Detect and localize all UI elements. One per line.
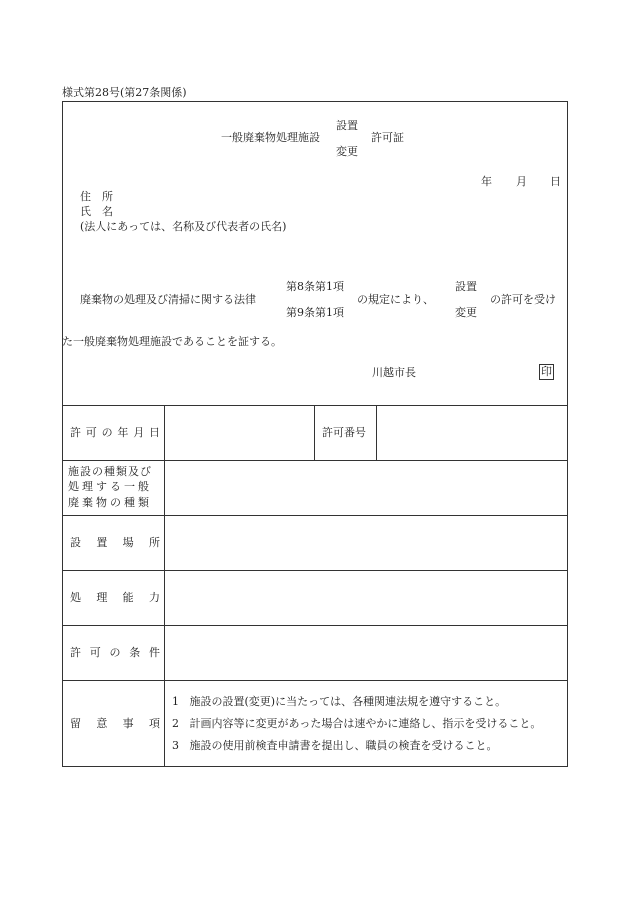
label-char: 留 — [70, 717, 81, 730]
table-top-line — [62, 405, 568, 406]
note-number: 2 — [172, 717, 179, 730]
label-char: 能 — [122, 591, 134, 604]
label-char: 年 — [117, 426, 129, 439]
label-char: 件 — [149, 646, 160, 659]
facility-type-label-line1: 施設の種類及び — [68, 465, 152, 478]
label-char: 力 — [148, 591, 160, 604]
label-char: 可 — [89, 646, 101, 659]
label-char: 置 — [96, 536, 108, 549]
body-option-install: 設置 — [455, 280, 477, 293]
label-char: の — [109, 646, 121, 659]
label-char: 項 — [148, 717, 160, 730]
note-item — [172, 696, 506, 707]
label-char: 月 — [133, 426, 145, 439]
label-char: 理 — [96, 591, 108, 604]
label-char: 事 — [122, 717, 134, 730]
row-divider — [62, 570, 568, 571]
row-divider — [62, 460, 568, 461]
permit-number-divider — [314, 405, 315, 460]
note-item — [172, 718, 541, 729]
certificate-title: 一般廃棄物処理施設 — [221, 131, 320, 144]
permit-number-value-divider — [376, 405, 377, 460]
date-year-label: 年 — [481, 175, 492, 188]
label-char: 可 — [85, 426, 97, 439]
article-option-8: 第8条第1項 — [286, 280, 344, 293]
title-option-change: 変更 — [336, 145, 358, 158]
title-option-install: 設置 — [336, 119, 358, 132]
row-divider — [62, 515, 568, 516]
permit-date-label — [70, 427, 160, 438]
note-number: 1 — [172, 695, 179, 708]
label-char: 設 — [70, 536, 81, 549]
facility-type-label-line3: 廃棄物の種類 — [68, 496, 152, 509]
body-provision: の規定により、 — [357, 293, 434, 306]
label-char: 許 — [70, 646, 81, 659]
note-item — [172, 740, 498, 751]
note-text: 計画内容等に変更があった場合は速やかに連絡し、指示を受けること。 — [189, 717, 542, 730]
location-label — [70, 537, 160, 548]
note-text: 施設の設置(変更)に当たっては、各種関連法規を遵守すること。 — [189, 695, 507, 708]
issuer: 川越市長 — [372, 366, 416, 379]
note-number: 3 — [172, 739, 179, 752]
date-day-label: 日 — [550, 175, 561, 188]
capacity-label — [70, 592, 160, 603]
label-char: 意 — [96, 717, 108, 730]
article-option-9: 第9条第1項 — [286, 306, 344, 319]
label-char: の — [101, 426, 113, 439]
label-char: 条 — [129, 646, 141, 659]
facility-type-label-line2: 処理する一般 — [68, 480, 152, 493]
corporate-note: (法人にあっては、名称及び代表者の氏名) — [80, 220, 287, 233]
label-char: 許 — [70, 426, 81, 439]
note-text: 施設の使用前検査申請書を提出し、職員の検査を受けること。 — [189, 739, 498, 752]
row-divider — [62, 625, 568, 626]
seal-mark: 印 — [541, 365, 552, 378]
label-char: 場 — [122, 536, 134, 549]
title-suffix: 許可証 — [371, 131, 404, 144]
body-permit: の許可を受け — [490, 293, 556, 306]
date-month-label: 月 — [516, 175, 527, 188]
label-char: 処 — [70, 591, 81, 604]
body-law: 廃棄物の処理及び清掃に関する法律 — [80, 293, 256, 306]
body-continuation: た一般廃棄物処理施設であることを証する。 — [62, 335, 282, 348]
conditions-label — [70, 647, 160, 658]
notes-label — [70, 718, 160, 729]
label-char: 所 — [148, 536, 160, 549]
label-column-divider — [164, 405, 165, 767]
body-option-change: 変更 — [455, 306, 477, 319]
form-number: 様式第28号(第27条関係) — [62, 86, 187, 99]
row-divider — [62, 680, 568, 681]
label-char: 日 — [148, 426, 160, 439]
permit-number-label: 許可番号 — [322, 426, 366, 439]
name-label: 氏 名 — [80, 205, 113, 218]
address-label: 住 所 — [80, 190, 113, 203]
